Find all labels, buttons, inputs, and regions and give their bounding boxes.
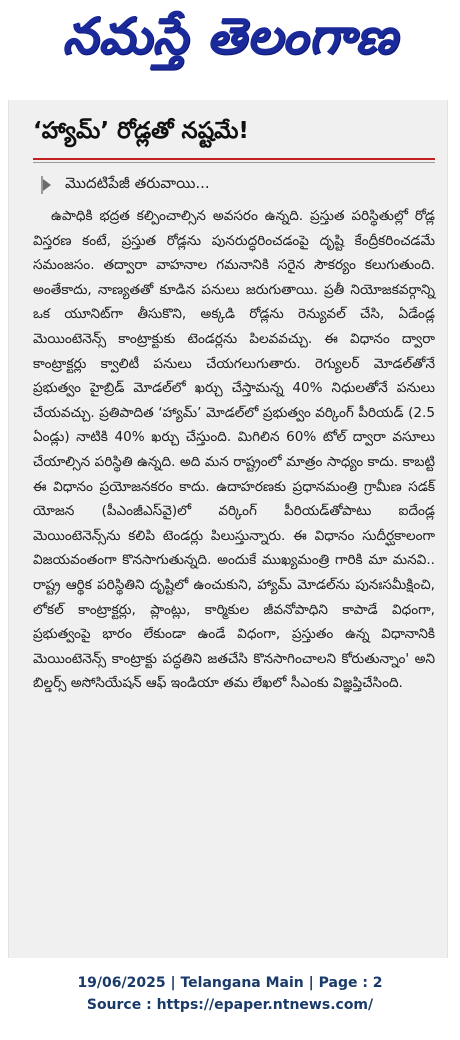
headline-underline [33,162,435,163]
masthead-title: నమస్తే తెలంగాణ [62,6,398,65]
continued-from-front-page [41,174,210,196]
arrow-marker-icon [41,176,55,194]
headline-divider [33,158,435,160]
edition-info: 19/06/2025 | Telangana Main | Page : 2 [77,975,383,991]
newspaper-masthead [0,0,460,84]
continued-label: మొదటిపేజీ తరువాయి... [65,174,210,192]
article-clipping [8,100,448,958]
article-headline: ‘హ్యామ్’ రోడ్లతో నష్టమే! [33,118,249,144]
article-body: ఉపాధికి భద్రత కల్పించాల్సిన అవసరం ఉన్నది. ప్రస్తుత పరిస్థితుల్లో రోడ్ల విస్తరణ కంటే, ప్రస్తుత రోడ్లను పునరుద్ధరించడంపై దృష్టి కేంద్రీకరించడమే సమంజసం. తద్వారా వాహనాల గమనానికి సరైన సౌకర్యం కలుగుతుంది. అంతేకాదు, నాణ్యతతో కూడిన పనులు జరుగుతాయి. ప్రతీ నియోజకవర్గాన్ని ఒక యూనిట్‌గా తీసుకొని, అక్కడి రోడ్లను రెన్యువల్ చేసి, ఏడేండ్ల మెయింటెనెన్స్ కాంట్రాక్టుకు టెండర్లను పిలవవచ్చు. ఈ విధానం ద్వారా కాంట్రాక్టర్లు క్వాలిటీ పనులు చేయగలుగుతారు. రెగ్యులర్ మోడల్‌తోనే ప్రభుత్వం హైబ్రిడ్ మోడల్‌లో ఖర్చు చేస్తామన్న 40% నిధులతోనే పనులు చేయవచ్చు. ప్రతిపాదిత ‘హ్యామ్’ మోడల్‌లో ప్రభుత్వం వర్కింగ్ పీరియడ్ (2.5 ఏండ్లు) నాటికి 40% ఖర్చు చేస్తుంది. మిగిలిన 60% టోల్ ద్వారా వసూలు చేయాల్సిన పరిస్థితి ఉన్నది. అది మన రాష్ట్రంలో మాత్రం సాధ్యం కాదు. కాబట్టి ఈ విధానం ప్రయోజనకరం కాదు. ఉదాహరణకు ప్రధానమంత్రి గ్రామీణ సడక్ యోజన (పీఎంజీఎస్‌వై)లో వర్కింగ్ పీరియడ్‌తోపాటు ఐదేండ్ల మెయింటెనెన్స్‌ను కలిపి టెండర్లు పిలుస్తున్నారు. ఈ విధానం సుదీర్ఘకాలంగా విజయవంతంగా కొనసాగుతున్నది. అందుకే ముఖ్యమంత్రి గారికి మా మనవి.. రాష్ట్ర ఆర్థిక పరిస్థితిని దృష్టిలో ఉంచుకుని, హ్యామ్ మోడల్‌ను పునఃసమీక్షించి, లోకల్ కాంట్రాక్టర్లు, ప్లాంట్లు, కార్మికుల జీవనోపాధిని కాపాడే విధంగా, ప్రభుత్వంపై భారం లేకుండా ఉండే విధంగా, ప్రస్తుతం ఉన్న విధానానికి మెయింటెనెన్స్ కాంట్రాక్టు పద్ధతిని జతచేసి కొనసాగించాలని కోరుతున్నాం' అని బిల్డర్స్ అసోసియేషన్ ఆఫ్ ఇండియా తమ లేఖలో సీఎంకు విజ్ఞప్తిచేసింది. [33,208,435,692]
clipping-footer [0,972,460,1016]
source-url: Source : https://epaper.ntnews.com/ [86,997,374,1013]
article-content [33,100,445,958]
